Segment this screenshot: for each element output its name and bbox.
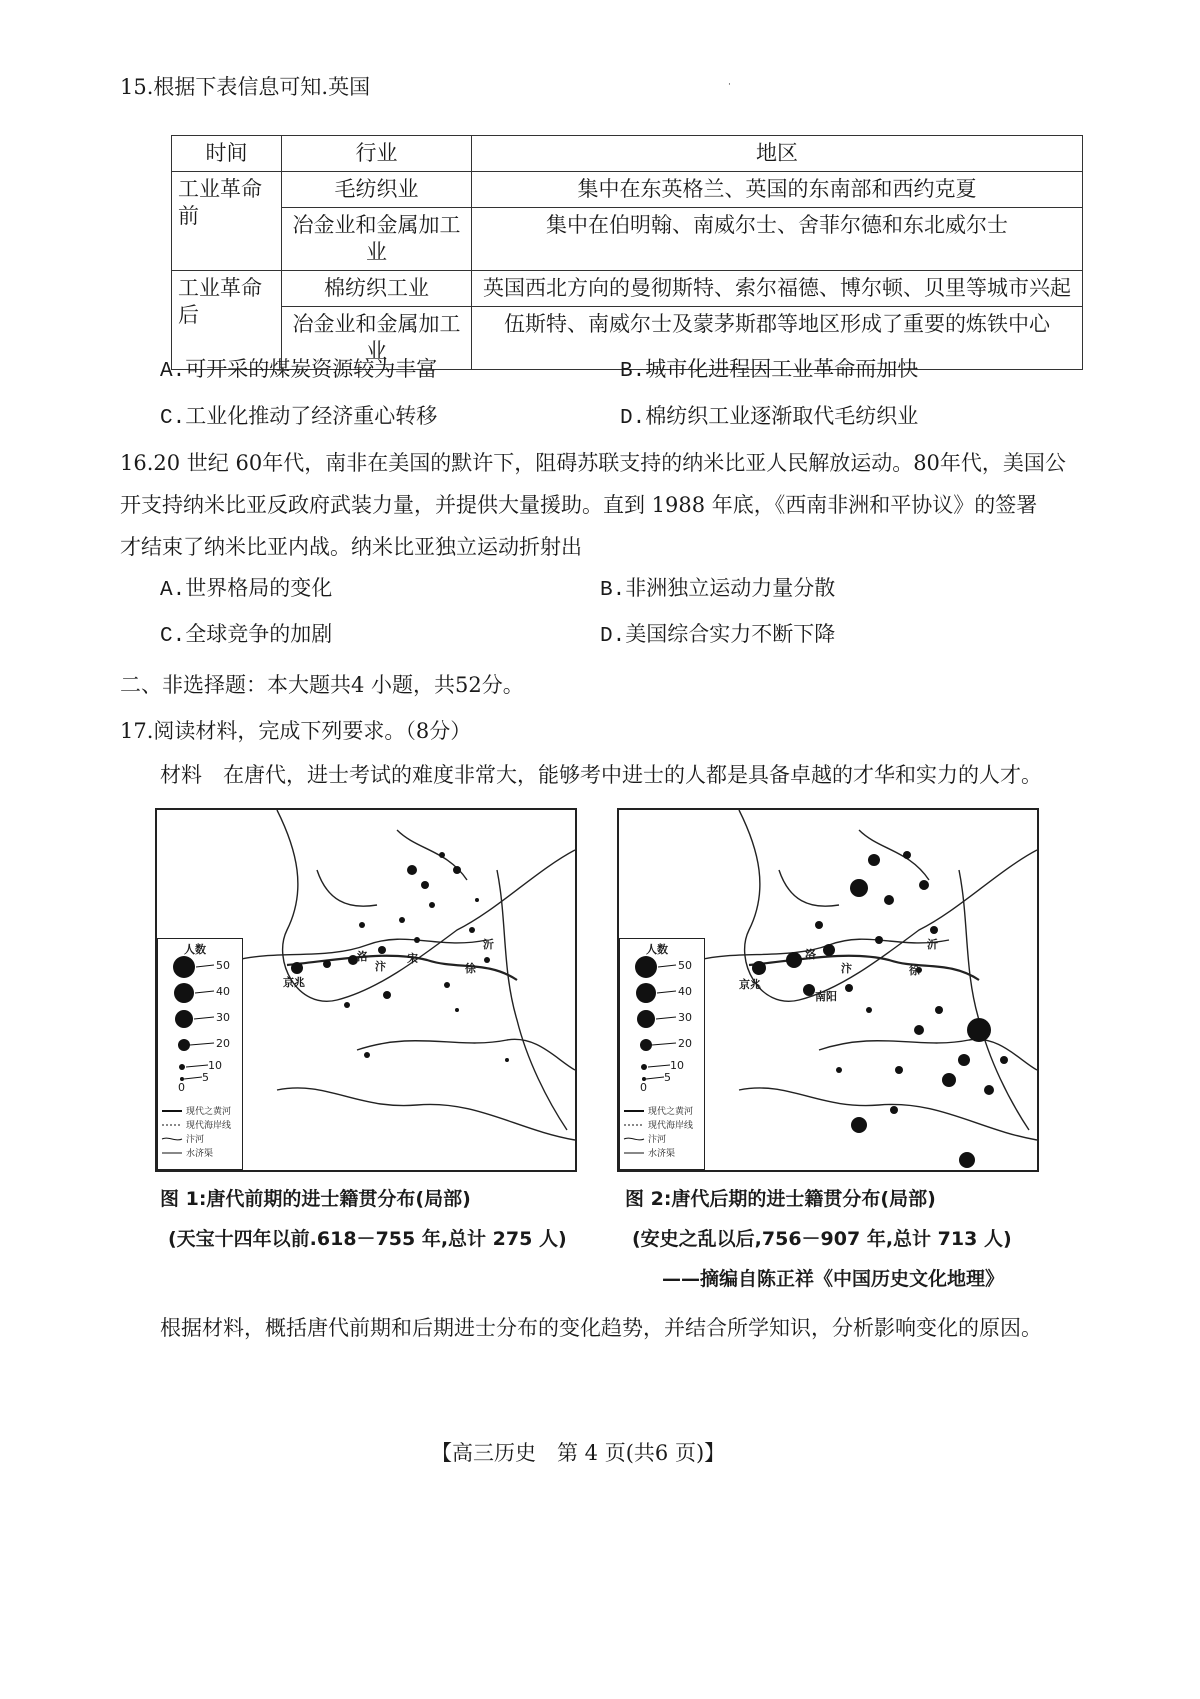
- map-label: 洛: [805, 948, 816, 961]
- table-row: [172, 271, 1083, 307]
- legend-tick: 40: [216, 985, 230, 998]
- table-cell-time: 工业革命后: [172, 271, 282, 370]
- legend-tick: 20: [216, 1037, 230, 1050]
- q17-material: 材料 在唐代，进士考试的难度非常大，能够考中进士的人都是具备卓越的才华和实力的人才。: [160, 763, 1042, 787]
- map-label: 徐: [909, 964, 920, 977]
- q15-option-c[interactable]: C.工业化推动了经济重心转移: [160, 407, 438, 430]
- legend-tick: 50: [216, 959, 230, 972]
- q15-option-a[interactable]: A.可开采的煤炭资源较为丰富: [160, 360, 438, 383]
- legend-line-label: 现代之黄河: [648, 1107, 694, 1117]
- figure-2-subcaption: (安史之乱以后,756－907 年,总计 713 人): [632, 1228, 1012, 1250]
- legend-tick: 0: [178, 1081, 185, 1094]
- legend-line-label: 现代海岸线: [186, 1121, 232, 1131]
- map-figure-1: [155, 808, 577, 1172]
- legend-tick: 20: [678, 1037, 692, 1050]
- map-label: 洛: [357, 950, 368, 963]
- page-footer: 【高三历史 第 4 页(共6 页)】: [431, 1441, 726, 1465]
- legend-line-label: 现代海岸线: [648, 1121, 694, 1131]
- section-heading: 二、非选择题：本大题共4 小题，共52分。: [120, 673, 524, 697]
- figure-1-subcaption: (天宝十四年以前.618－755 年,总计 275 人): [168, 1228, 567, 1250]
- legend-tick: 5: [664, 1071, 671, 1084]
- table-cell-region: 集中在东英格兰、英国的东南部和西约克夏: [472, 172, 1083, 208]
- map-figure-2: [617, 808, 1039, 1172]
- legend-title: 人数: [184, 943, 206, 956]
- legend-tick: 40: [678, 985, 692, 998]
- table-cell-industry: 棉纺织工业: [282, 271, 472, 307]
- legend-tick: 50: [678, 959, 692, 972]
- figure-1-caption: 图 1:唐代前期的进士籍贯分布(局部): [160, 1188, 471, 1210]
- map-label: 汴: [841, 962, 852, 975]
- q16-option-c[interactable]: C.全球竞争的加剧: [160, 625, 333, 648]
- legend-tick: 30: [678, 1011, 692, 1024]
- table-cell-industry: 冶金业和金属加工业: [282, 208, 472, 271]
- legend-line-label: 水济渠: [186, 1149, 214, 1159]
- map-label: 沂: [483, 938, 494, 951]
- figure-2-caption: 图 2:唐代后期的进士籍贯分布(局部): [625, 1188, 936, 1210]
- legend-title: 人数: [646, 943, 668, 956]
- map-1-legend: [157, 938, 243, 1170]
- table-cell-region: 伍斯特、南威尔士及蒙茅斯郡等地区形成了重要的炼铁中心: [472, 307, 1083, 370]
- map-label: 徐: [465, 962, 476, 975]
- map-label: 南阳: [815, 990, 837, 1003]
- q17-stem: 17.阅读材料，完成下列要求。（8分）: [120, 719, 472, 743]
- map-label: 京兆: [283, 976, 305, 989]
- figure-source: ——摘编自陈正祥《中国历史文化地理》: [662, 1268, 1005, 1290]
- map-label: 汴: [375, 960, 386, 973]
- legend-tick: 5: [202, 1071, 209, 1084]
- scan-dot: ·: [728, 80, 731, 90]
- table-header-time: 时间: [172, 136, 282, 172]
- q16-line-3: 才结束了纳米比亚内战。纳米比亚独立运动折射出: [120, 535, 582, 559]
- legend-scale: [620, 955, 704, 1095]
- q16-line-2: 开支持纳米比亚反政府武装力量，并提供大量援助。直到 1988 年底，《西南非洲和平协议》的签署: [120, 493, 1038, 517]
- q15-option-d[interactable]: D.棉纺织工业逐渐取代毛纺织业: [620, 407, 919, 430]
- table-row: [172, 208, 1083, 271]
- q15-option-b[interactable]: B.城市化进程因工业革命而加快: [620, 360, 919, 383]
- table-header-region: 地区: [472, 136, 1083, 172]
- table-header-industry: 行业: [282, 136, 472, 172]
- legend-tick: 30: [216, 1011, 230, 1024]
- map-2-legend: [619, 938, 705, 1170]
- q15-table: [171, 135, 1083, 370]
- legend-tick: 10: [208, 1059, 222, 1072]
- legend-line-label: 水济渠: [648, 1149, 676, 1159]
- q16-line-1: 16.20 世纪 60年代，南非在美国的默许下，阻碍苏联支持的纳米比亚人民解放运动。80年代，美国公: [120, 451, 1066, 475]
- q16-option-b[interactable]: B.非洲独立运动力量分散: [600, 579, 836, 602]
- table-cell-industry: 冶金业和金属加工业: [282, 307, 472, 370]
- legend-line-label: 现代之黄河: [186, 1107, 232, 1117]
- q16-option-a[interactable]: A.世界格局的变化: [160, 579, 333, 602]
- q15-stem: 15.根据下表信息可知.英国: [120, 75, 371, 99]
- table-cell-region: 集中在伯明翰、南威尔士、舍菲尔德和东北威尔士: [472, 208, 1083, 271]
- table-cell-industry: 毛纺织业: [282, 172, 472, 208]
- legend-line-label: 汴河: [648, 1135, 667, 1145]
- legend-tick: 10: [670, 1059, 684, 1072]
- table-cell-region: 英国西北方向的曼彻斯特、索尔福德、博尔顿、贝里等城市兴起: [472, 271, 1083, 307]
- legend-line-label: 汴河: [186, 1135, 205, 1145]
- table-header-row: [172, 136, 1083, 172]
- q16-option-d[interactable]: D.美国综合实力不断下降: [600, 625, 836, 648]
- table-row: [172, 172, 1083, 208]
- q17-question: 根据材料，概括唐代前期和后期进士分布的变化趋势，并结合所学知识，分析影响变化的原因。: [160, 1316, 1042, 1340]
- legend-tick: 0: [640, 1081, 647, 1094]
- map-label: 京兆: [739, 978, 761, 991]
- map-label: 宋: [407, 952, 418, 965]
- table-cell-time: 工业革命前: [172, 172, 282, 271]
- map-label: 沂: [927, 938, 938, 951]
- legend-scale: [158, 955, 242, 1095]
